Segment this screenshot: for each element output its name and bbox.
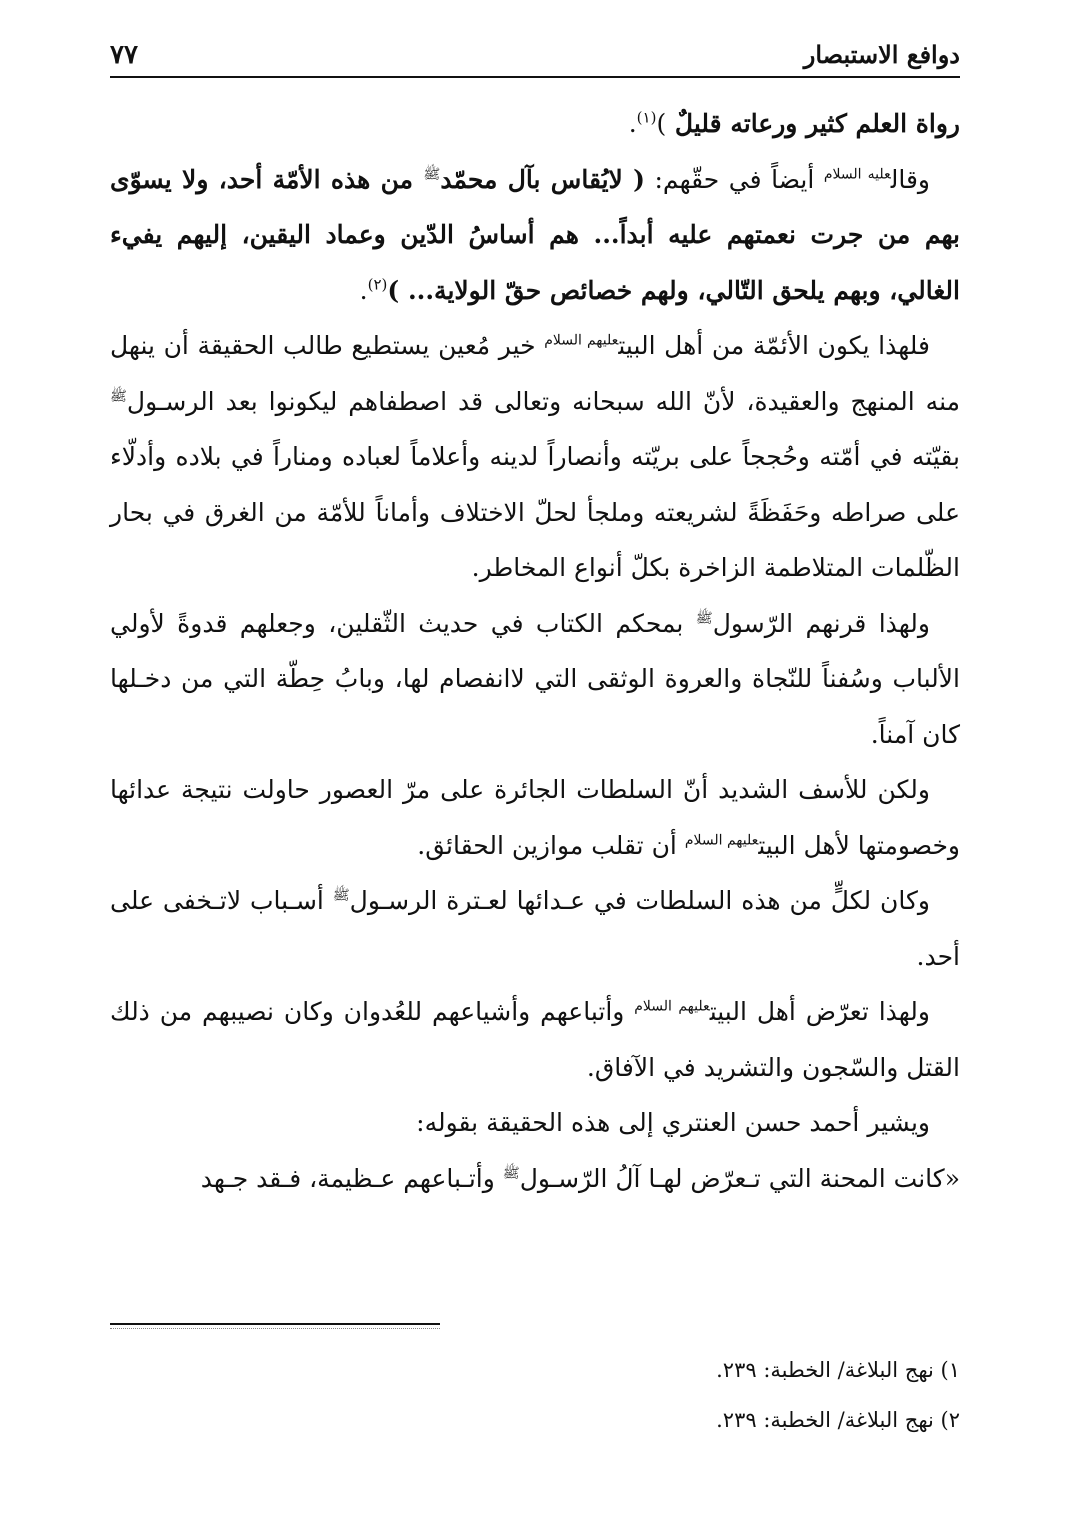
footnote-1: ١) نهج البلاغة/ الخطبة: ٢٣٩.: [716, 1358, 960, 1382]
page-number: ٧٧: [110, 40, 138, 70]
quote-text: من هذه الأمّة أحد، ولا يسوّى بهم من جرت نعمتهم عليه أبداً... هم أساسُ الدّين وعماد اليقين، إليهم يفيء الغالي، وبهم يلحق التّالي، ولهم خصائص حقّ الولاية... ): [110, 164, 960, 305]
paragraph-citation-intro: [110, 1095, 960, 1151]
text: «كانت المحنة التي تـعرّض لهـا آلُ الرّسـول: [519, 1163, 960, 1193]
body-text: [110, 96, 960, 1206]
quote-text: رواة العلم كثير ورعاته قليلٌ: [666, 109, 960, 138]
honorific-prophet: ﷺ: [502, 1165, 520, 1182]
paragraph-reasons: [110, 873, 960, 984]
footnotes: [110, 1345, 960, 1445]
quote-close: ): [656, 109, 667, 138]
honorific-prophet: ﷺ: [423, 166, 441, 183]
text: ولكن للأسف الشديد أنّ السلطات الجائرة على مرّ العصور حاولت نتيجة عدائها وخصومتها لأهل البيت: [110, 775, 960, 860]
paragraph-oppressive-authorities: [110, 762, 960, 873]
paragraph-imam-saying: [110, 152, 960, 319]
quote-text: ( لايُقاس بآل محمّد: [440, 164, 645, 194]
text: وكان لكلٍّ من هذه السلطات في عـدائها لعـترة الرسـول: [349, 886, 930, 915]
text: أيضاً في حقّهم:: [644, 164, 824, 194]
text: ويشير أحمد حسن العنتري إلى هذه الحقيقة بقوله:: [416, 1108, 930, 1137]
honorific-ahl-bayt: عليهم السلام: [544, 332, 619, 349]
paragraph-imams-role: [110, 318, 960, 596]
paragraph-quote-continuation: [110, 96, 960, 152]
paragraph-quotation-start: [110, 1151, 960, 1207]
footnote-2: ٢) نهج البلاغة/ الخطبة: ٢٣٩.: [716, 1408, 960, 1432]
text: وأتباعهم وأشياعهم للعُدوان وكان نصيبهم من ذلك القتل والسّجون والتشريد في الآفاق.: [110, 997, 960, 1082]
text: ولهذا تعرّض أهل البيت: [709, 997, 930, 1026]
text: فلهذا يكون الأئمّة من أهل البيت: [618, 331, 930, 360]
punctuation: .: [628, 109, 637, 138]
honorific-prophet: ﷺ: [110, 388, 127, 405]
text: أسـباب لاتـخفى على أحد.: [110, 886, 960, 971]
text: أن تقلب موازين الحقائق.: [417, 830, 685, 860]
running-header: [110, 36, 960, 78]
footnote-ref-2[interactable]: (٢): [367, 275, 388, 294]
honorific-prophet: ﷺ: [695, 610, 713, 627]
punctuation: .: [359, 275, 368, 305]
text: خير مُعين يستطيع طالب الحقيقة أن ينهل منه المنهج والعقيدة، لأنّ الله سبحانه وتعالى قد اصطفاهم ليكونوا بعد الرسـول: [110, 331, 960, 416]
paragraph-persecution: [110, 984, 960, 1095]
footnote-separator: [110, 1323, 440, 1325]
honorific-prophet: ﷺ: [332, 887, 350, 904]
honorific-ahl-bayt: عليهم السلام: [634, 998, 710, 1015]
text: وأتـباعهم عـظيمة، فـقد جـهد: [200, 1163, 503, 1193]
text: وقال: [890, 164, 930, 194]
paragraph-thaqalayn: [110, 596, 960, 763]
footnote-separator-shadow: [110, 1328, 440, 1329]
running-title: دوافع الاستبصار: [803, 40, 960, 69]
text: ولهذا قرنهم الرّسول: [712, 608, 930, 638]
honorific-imam: عليه السلام: [823, 166, 891, 183]
honorific-ahl-bayt: عليهم السلام: [684, 832, 759, 849]
footnote-ref-1[interactable]: (١): [636, 108, 657, 127]
text: بقيّته في أمّته وحُججاً على بريّته وأنصاراً لدينه وأعلاماً لعباده ومناراً في بلاده وأدلّاء على صراطه وحَفَظَةً لشريعته وملجأ لحلّ الاختلاف وأماناً للأمّة من الغرق في بحار الظّلمات المتلاطمة الزاخرة بكلّ أنواع المخاطر.: [110, 442, 960, 582]
text: بمحكم الكتاب في حديث الثّقلين، وجعلهم قدوةً لأولي الألباب وسُفناً للنّجاة والعروة الوثقى التي لاانفصام لها، وبابُ حِطّة التي من دخـلها كان آمناً.: [110, 608, 960, 749]
